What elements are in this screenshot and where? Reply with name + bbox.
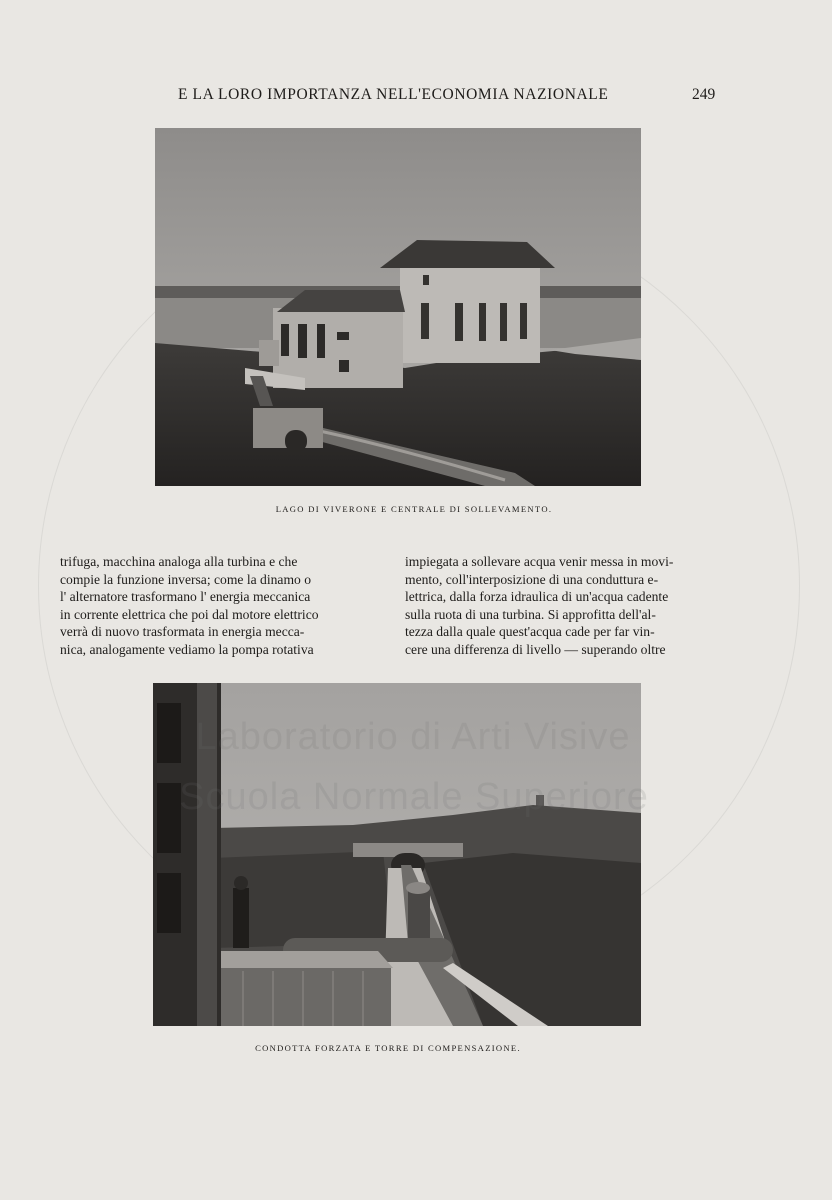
watermark-line-2: Scuola Normale Superiore <box>179 776 649 818</box>
text-line: l' alternatore trasformano l' energia meccanica <box>60 589 311 605</box>
figure-caption-1: LAGO DI VIVERONE E CENTRALE DI SOLLEVAMENTO. <box>275 504 553 514</box>
running-title: E LA LORO IMPORTANZA NELL'ECONOMIA NAZIONALE <box>178 86 609 103</box>
watermark-line-1: Laboratorio di Arti Visive <box>195 716 631 758</box>
text-column-left <box>60 553 386 659</box>
page-header <box>0 86 832 112</box>
text-line: lettrica, dalla forza idraulica di un'acqua cadente <box>405 589 669 605</box>
text-line: sulla ruota di una turbina. Si approfitta dell'al- <box>405 606 656 622</box>
text-line: trifuga, macchina analoga alla turbina e che <box>60 554 298 569</box>
text-line: compie la funzione inversa; come la dinamo o <box>60 571 312 587</box>
text-line: mento, coll'interposizione di una conduttura e- <box>405 571 659 587</box>
text-line: in corrente elettrica che poi dal motore elettrico <box>60 606 319 622</box>
text-column-right <box>405 553 730 659</box>
photo-lake-pumping-station <box>155 128 641 486</box>
text-line: verrà di nuovo trasformata in energia mecca- <box>60 624 305 640</box>
text-line: nica, analogamente vediamo la pompa rotativa <box>60 641 314 657</box>
text-line: tezza dalla quale quest'acqua cade per far vin- <box>405 624 655 640</box>
photo-lake-pumping-station-image <box>155 128 641 486</box>
page-number: 249 <box>692 86 716 103</box>
text-line: impiegata a sollevare acqua venir messa in movi- <box>405 554 674 569</box>
text-line: cere una differenza di livello — superando oltre <box>405 641 666 657</box>
figure-caption-2: CONDOTTA FORZATA E TORRE DI COMPENSAZIONE. <box>255 1043 521 1053</box>
